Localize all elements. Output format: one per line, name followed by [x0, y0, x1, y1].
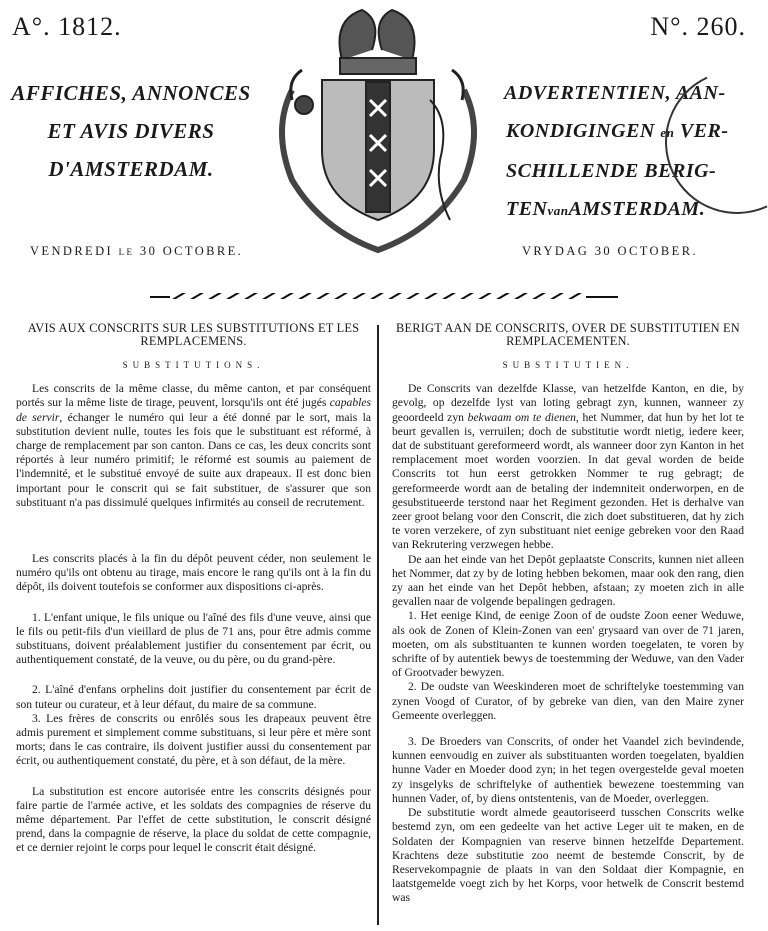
article-heading: BERIGT AAN DE CONSCRITS, OVER DE SUBSTITUTIEN EN REMPLACEMENTEN.	[396, 321, 740, 348]
paragraph	[392, 382, 744, 552]
article-subheading: SUBSTITUTIEN.	[502, 360, 634, 370]
text: , échanger le numéro qui leur a été donné par le sort, mais la substitution devient nulle, toutes les fois que le substituant est réformé, à charge de remplacement par son canton. Dans ce cas, les deux concrits sont réportés à leur numéro primitif; le réformé est soumis au paiement de l'indemnité, et le substitué envoyé de suite aux drapeaux. Il est donc bien important pour le conscrit qui se fait substituer, de s'assurer que son substituant n'a pas dissimulé quelques infirmités au conseil de recrutement.	[16, 410, 371, 509]
paragraph: 2. L'aîné d'enfans orphelins doit justifier du consentement par écrit de son tuteur ou curateur, et à leur défaut, du maire de sa commune.	[16, 683, 371, 711]
title-nl-line-1: ADVERTENTIEN, AAN-	[504, 82, 726, 104]
text: , het Nummer, dat hun by het lot te beurt gevallen is, verruilen; doch de substitutie wordt nietig, iedere keer, dat de substituant gereformeerd wordt, als wanneer door zyn Kanton in het remplacement moet worden voorzien. In dat geval worden de beide Conscrits tot hun eerst getrokken Nommer te rug gebragt; de gereformeerde wordt aan de betaling der indemniteit onderworpen, en de gesubstitueerde terstond naar het Regiment gezonden. Het is derhalve van zeer groot belang voor den Conscrit, die zich doet substitueren, dat hy zich te voren verzekere, of zyn substituant niet eenige gebreken voor den Raad van Rekrutering verzwegen hebbe.	[392, 410, 744, 552]
paragraph	[16, 382, 371, 510]
text: Les conscrits de la même classe, du même canton, et par conséquent portés sur la même liste de tirage, peuvent, lorsqu'ils ont été jugés	[16, 382, 371, 410]
paragraph: 3. De Broeders van Conscrits, of onder het Vaandel zich bevindende, kunnen eenvoudig en zuiver als substituanten worden toegelaten, byaldien hunne Vader en Moeder dood zyn; in het tegen overgestelde geval moeten zy insgelyks de schriftelyke of authentiek bewezene toestemming van hunnen Vader, of, by diens ontstentenis, van de Moeder, overleggen.	[392, 735, 744, 805]
article-heading: AVIS AUX CONSCRITS SUR LES SUBSTITUTIONS ET LES REMPLACEMENS.	[27, 321, 360, 348]
issue-number: N°. 260.	[650, 12, 746, 41]
title-nl-line-3: SCHILLENDE BERIG-	[506, 160, 717, 182]
paragraph: 2. De oudste van Weeskinderen moet de schriftelyke toestemming van zynen Voogd of Curator, of by gebreke van dien, van den Maire zyner Gemeente overleggen.	[392, 680, 744, 722]
title-fr-line-3: D'AMSTERDAM.	[48, 157, 214, 181]
title-french	[0, 74, 262, 188]
paragraph: De aan het einde van het Depôt geplaatste Conscrits, kunnen niet alleen het Nommer, dat zy by de loting hebben bekomen, maar ook den rang, dien zy aan het einde van het Depôt hebben, afstaan; zy moeten zich in alle gevallen naar de volgende bepalingen gedragen.	[392, 552, 744, 609]
ornamental-divider	[150, 288, 618, 298]
emphasis: bekwaam om te dienen	[467, 410, 576, 424]
paragraph: 3. Les frères de conscrits ou enrôlés sous les drapeaux peuvent être admis purement et simplement comme substituans, si leur père et mère sont morts; dans le cas contraire, ils doivent justifier aussi du consentement par écrit, ou authentiquement constaté, du père, et à son défaut, de la mère.	[16, 711, 371, 768]
column-rule	[377, 325, 379, 925]
text: De Conscrits van dezelfde Klasse, van hetzelfde Kanton, en die, by gevolg, op dezelfde lyst van loting gebragt zyn, kunnen, wanneer zy geoordeeld zyn	[392, 382, 744, 424]
paragraph: Les conscrits placés à la fin du dépôt peuvent céder, non seulement le numéro qu'ils ont obtenu au tirage, mais encore le rang qu'ils ont à la fin du dépôt, ils doivent toutefois se conformer aux dispositions ci-après.	[16, 552, 371, 594]
dutch-article	[392, 322, 744, 906]
title-nl-word: VER-	[679, 120, 729, 142]
title-fr-line-2: ET AVIS DIVERS	[47, 119, 215, 143]
title-nl-word: en	[660, 125, 675, 140]
emphasis: capables de servir	[16, 396, 371, 424]
title-nl-word: TEN	[506, 198, 548, 220]
paragraph: De substitutie wordt almede geautoriseerd tusschen Conscrits welke bestemd zyn, om een gedeelte van het active Leger uit te maken, en de Soldaten der Kompagnien van reserve binnen hetzelfde Departement. Krachtens deze substitutie zoo neemt de bestemde Conscrit, by de Reservekompagnie de plaats in van den Soldaat dier Kompagnie, en laatstgemelde voegt zich by het Korps, voor hetwelk de Conscrit bestemd was	[392, 806, 744, 905]
title-fr-line-1: AFFICHES, ANNONCES	[11, 81, 251, 105]
title-nl-word: AMSTERDAM.	[568, 198, 706, 220]
title-nl-word: KONDIGINGEN	[506, 120, 655, 142]
paragraph: La substitution est encore autorisée entre les conscrits désignés pour faire partie de l'armée active, et les soldats des compagnies de réserve du même département. Par l'effet de cette substitution, le conscrit désigné prend, dans la compagnie de réserve, la place du soldat de cette compagnie, et ce dernier rejoint le corps pour lequel le conscrit était désigné.	[16, 784, 371, 855]
paragraph: 1. Het eenige Kind, de eenige Zoon of de oudste Zoon eener Weduwe, als ook de Zonen of Klein-Zonen van een' grysaard van over de 71 jaren, moeten, om als substituanten te kunnen worden toegelaten, te voren by schrifte of by autentiek bewys de toestemming der Weduwe, van den Vader of Grootvader bewyzen.	[392, 609, 744, 680]
coat-of-arms-icon	[262, 0, 494, 260]
article-subheading: SUBSTITUTIONS.	[122, 360, 265, 370]
date-french: VENDREDI le 30 OCTOBRE.	[30, 244, 244, 258]
title-nl-word: van	[547, 203, 569, 218]
paragraph: 1. L'enfant unique, le fils unique ou l'aîné des fils d'une veuve, ainsi que le fils ou petit-fils d'un vieillard de plus de 71 ans, pour être admis comme substituans, doivent préalablement justifier du consentement par écrit, ou authentiquement constaté, de la veuve, ou du père, ou du grand-père.	[16, 610, 371, 667]
french-article	[16, 322, 371, 856]
year-label: A°. 1812.	[12, 12, 122, 41]
date-dutch: VRYDAG 30 OCTOBER.	[522, 244, 698, 258]
